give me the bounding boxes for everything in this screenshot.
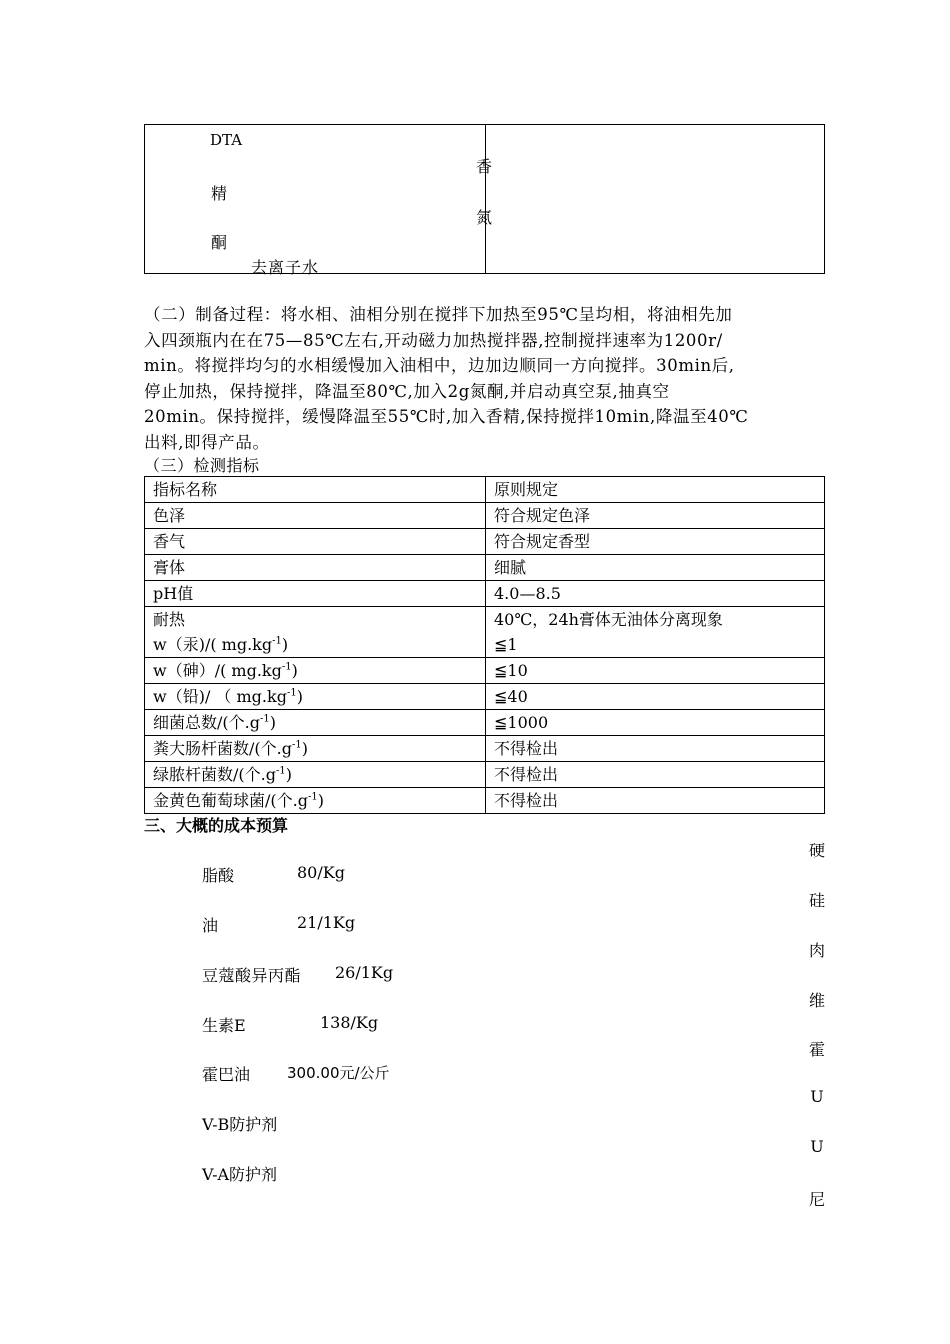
vertical-char: 肉 xyxy=(808,941,825,960)
cost-item-price: 138/Kg xyxy=(320,1013,379,1032)
cost-item xyxy=(202,1112,277,1135)
indicator-value: 不得检出 xyxy=(486,736,825,762)
indicator-value: 不得检出 xyxy=(486,762,825,788)
ingredient-jing: 精 xyxy=(211,184,228,203)
indicator-value xyxy=(486,607,825,658)
cost-item xyxy=(202,1013,379,1036)
process-line: 入四颈瓶内在在75—85℃左右,开动磁力加热搅拌器,控制搅拌速率为1200r/ xyxy=(144,330,723,350)
cost-item xyxy=(202,863,345,886)
cost-item-name: 霍巴油 xyxy=(202,1065,251,1084)
cost-item-price: 300.00元/公斤 xyxy=(287,1064,390,1082)
indicator-value: 符合规定香型 xyxy=(486,529,825,555)
cost-item xyxy=(202,963,394,986)
indicator-value: ≦1000 xyxy=(486,710,825,736)
cost-item-name: 生素E xyxy=(202,1016,246,1035)
cost-item-name: 脂酸 xyxy=(202,866,235,885)
ingredient-tong: 酮 xyxy=(211,233,228,252)
table-row xyxy=(145,658,825,684)
table-row xyxy=(145,710,825,736)
indicator-value: 不得检出 xyxy=(486,788,825,814)
cost-item-name: V-A防护剂 xyxy=(202,1165,278,1184)
indicator-name-line: w（汞)/( $mg.kg^{-1}$) xyxy=(153,635,289,654)
indicator-name: 色泽 xyxy=(145,503,486,529)
indicator-name: 膏体 xyxy=(145,555,486,581)
indicator-name: w（铅)/ （ $mg.kg^{-1}$) xyxy=(145,684,486,710)
preparation-process xyxy=(144,302,806,455)
table-row xyxy=(145,736,825,762)
table-row xyxy=(145,555,825,581)
ingredient-dan: 氮 xyxy=(476,208,493,227)
indicator-name-line: 耐热 xyxy=(153,610,186,629)
cost-item-price: 21/1Kg xyxy=(297,913,356,932)
vertical-char: 霍 xyxy=(808,1040,825,1059)
cost-item-name: V-B防护剂 xyxy=(202,1115,278,1134)
indicator-name: 细菌总数/(个$.g^{-1}$) xyxy=(145,710,486,736)
ingredient-water: 去离子水 xyxy=(251,258,320,277)
table-row xyxy=(145,503,825,529)
indicator-value: 细腻 xyxy=(486,555,825,581)
table-row xyxy=(145,529,825,555)
table-divider xyxy=(485,125,486,273)
cost-item xyxy=(202,1062,390,1085)
ingredients-table xyxy=(144,124,825,277)
table-header-row xyxy=(145,477,825,503)
cost-item-price: 26/1Kg xyxy=(335,963,394,982)
cost-heading: 三、大概的成本预算 xyxy=(144,816,289,835)
table-row xyxy=(145,581,825,607)
indicator-name: w（砷）/( $mg.kg^{-1}$) xyxy=(145,658,486,684)
indicator-value: ≦10 xyxy=(486,658,825,684)
cost-item xyxy=(202,913,356,936)
vertical-char: 维 xyxy=(808,991,825,1010)
vertical-char: U xyxy=(810,1087,824,1106)
indicator-name xyxy=(145,607,486,658)
indicator-value: 4.0—8.5 xyxy=(486,581,825,607)
vertical-char: 硅 xyxy=(808,891,825,910)
process-line: 停止加热，保持搅拌，降温至80℃,加入2g氮酮,并启动真空泵,抽真空 xyxy=(144,381,670,401)
table-row xyxy=(145,607,825,658)
header-cell-name: 指标名称 xyxy=(145,477,486,503)
indicator-value: ≦40 xyxy=(486,684,825,710)
indicator-name: 绿脓杆菌数/(个$.g^{-1}$) xyxy=(145,762,486,788)
process-line: （二）制备过程：将水相、油相分别在搅拌下加热至95℃呈均相，将油相先加 xyxy=(144,305,733,324)
vertical-char: 硬 xyxy=(808,841,825,860)
indicator-value-line: 40℃，24h膏体无油体分离现象 xyxy=(494,610,723,629)
table-row xyxy=(145,684,825,710)
indicator-name: 金黄色葡萄球菌/(个$.g^{-1}$) xyxy=(145,788,486,814)
table-row xyxy=(145,762,825,788)
ingredient-xiang: 香 xyxy=(476,157,493,176)
process-line: 20min。保持搅拌，缓慢降温至55℃时,加入香精,保持搅拌10min,降温至40℃ xyxy=(144,407,749,426)
cost-item-price: 80/Kg xyxy=(297,863,345,882)
process-line: 出料,即得产品。 xyxy=(144,432,270,452)
vertical-char: 尼 xyxy=(808,1190,825,1209)
table-row xyxy=(145,788,825,814)
indicator-name: pH值 xyxy=(145,581,486,607)
indicator-value-line: ≦1 xyxy=(494,635,518,654)
indicator-value: 符合规定色泽 xyxy=(486,503,825,529)
ingredient-dta: DTA xyxy=(210,131,243,149)
indicator-name: 粪大肠杆菌数/(个$.g^{-1}$) xyxy=(145,736,486,762)
vertical-char: U xyxy=(810,1137,824,1156)
process-line: min。将搅拌均匀的水相缓慢加入油相中，边加边顺同一方向搅拌。30min后, xyxy=(144,356,735,375)
indicator-name: 香气 xyxy=(145,529,486,555)
indicators-title: （三）检测指标 xyxy=(144,456,260,475)
header-cell-standard: 原则规定 xyxy=(486,477,825,503)
cost-item-name: 豆蔻酸异丙酯 xyxy=(202,966,302,985)
indicators-table xyxy=(144,476,825,814)
cost-item-name: 油 xyxy=(202,916,219,935)
cost-item xyxy=(202,1162,277,1185)
